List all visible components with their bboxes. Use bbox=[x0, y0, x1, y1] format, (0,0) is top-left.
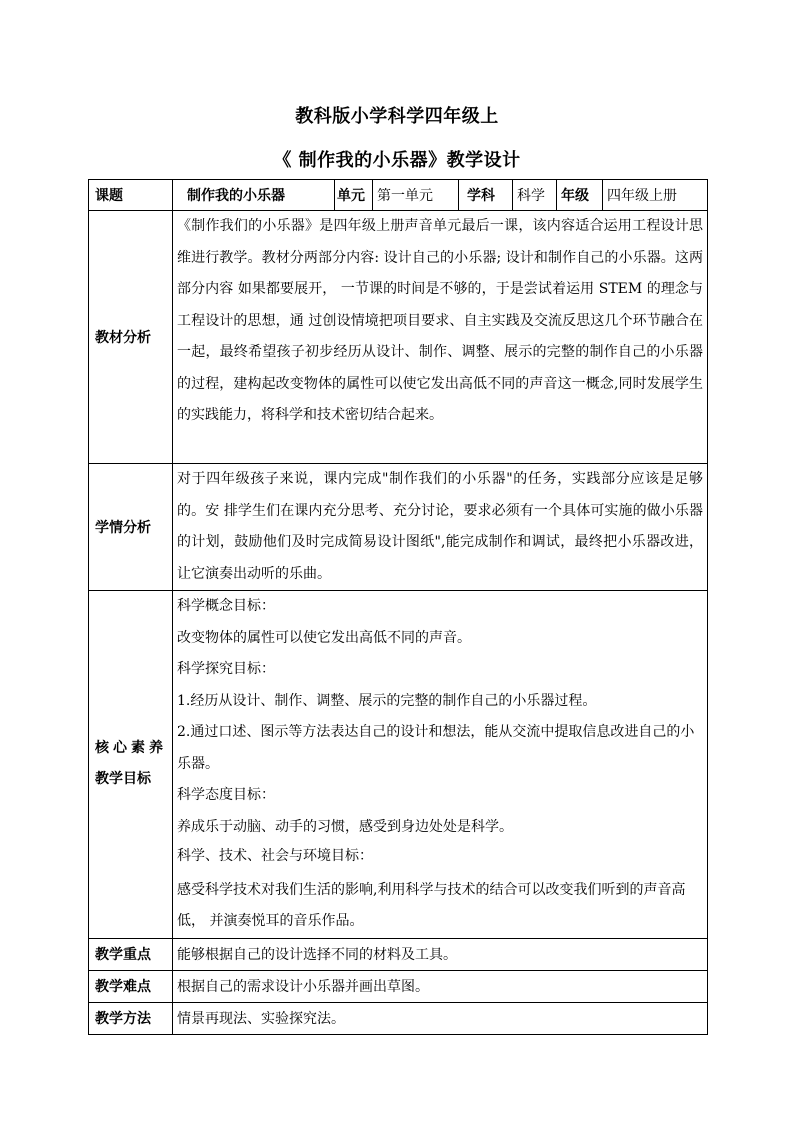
difficulty-label: 教学难点 bbox=[89, 970, 173, 1002]
attitude-goal-heading: 科学态度目标： bbox=[177, 787, 275, 803]
material-analysis-label: 教材分析 bbox=[89, 211, 173, 464]
inquiry-goal-item-2: 2.通过口述、图示等方法表达自己的设计和想法，能从交流中提取信息改进自己的小乐器。 bbox=[177, 724, 695, 772]
unit-label: 单元 bbox=[335, 180, 373, 211]
method-label: 教学方法 bbox=[89, 1002, 173, 1034]
core-goals-row bbox=[89, 591, 708, 939]
topic-label: 课题 bbox=[89, 180, 173, 211]
method-row bbox=[89, 1002, 708, 1034]
key-point-row bbox=[89, 938, 708, 970]
concept-goal-text: 改变物体的属性可以使它发出高低不同的声音。 bbox=[177, 629, 471, 646]
unit-value: 第一单元 bbox=[373, 180, 459, 211]
key-point-label: 教学重点 bbox=[89, 938, 173, 970]
subject-value: 科学 bbox=[513, 180, 557, 211]
student-analysis-text: 对于四年级孩子来说，课内完成"制作我们的小乐器"的任务，实践部分应该是足够的。安 排学生们在课内充分思考、充分讨论，要求必须有一个具体可实施的做小乐器的计划，鼓励他们及时完成简易设计图纸",能完成制作和调试，最终把小乐器改进，让它演奏出动听的乐曲。 bbox=[173, 464, 708, 591]
method-text: 情景再现法、实验探究法。 bbox=[173, 1002, 708, 1034]
lesson-plan-table bbox=[88, 179, 708, 1035]
attitude-goal-text: 养成乐于动脑、动手的习惯，感受到身边处处是科学。 bbox=[177, 818, 513, 835]
subject-label: 学科 bbox=[459, 180, 513, 211]
stse-goal-heading: 科学、技术、社会与环境目标： bbox=[177, 848, 373, 864]
grade-value: 四年级上册 bbox=[603, 180, 708, 211]
document-title: 教科版小学科学四年级上 bbox=[295, 106, 499, 127]
student-analysis-label: 学情分析 bbox=[89, 464, 173, 591]
difficulty-text: 根据自己的需求设计小乐器并画出草图。 bbox=[173, 970, 708, 1002]
core-goals-label-line1: 核心素养 bbox=[95, 740, 167, 757]
grade-label: 年级 bbox=[557, 180, 603, 211]
difficulty-row bbox=[89, 970, 708, 1002]
stse-goal-text: 感受科学技术对我们生活的影响,利用科学与技术的结合可以改变我们听到的声音高低， 并演奏悦耳的音乐作品。 bbox=[177, 881, 686, 929]
concept-goal-heading: 科学概念目标： bbox=[177, 598, 275, 614]
header-row bbox=[89, 180, 708, 211]
inquiry-goal-item-1: 1.经历从设计、制作、调整、展示的完整的制作自己的小乐器过程。 bbox=[177, 692, 597, 709]
material-analysis-text: 《制作我们的小乐器》是四年级上册声音单元最后一课，该内容适合运用工程设计思维进行教学。教材分两部分内容: 设计自己的小乐器; 设计和制作自己的小乐器。这两部分内容 如果都要展开， 一节课的时间是不够的，于是尝试着运用 STEM 的理念与工程设计的思想，通 过创设情境把项目要求、自主实践及交流反思这几个环节融合在一起，最终希望孩子初步经历从设计、制作、调整、展示的完整的制作自己的小乐器的过程，建构起改变物体的属性可以使它发出高低不同的声音这一概念,同时发展学生的实践能力，将科学和技术密切结合起来。 bbox=[173, 211, 708, 464]
core-goals-label bbox=[89, 591, 173, 939]
inquiry-goal-heading: 科学探究目标： bbox=[177, 661, 275, 677]
core-goals-label-line2: 教学目标 bbox=[95, 771, 151, 788]
core-goals-content bbox=[173, 591, 708, 939]
material-analysis-row bbox=[89, 211, 708, 464]
topic-value: 制作我的小乐器 bbox=[173, 180, 335, 211]
key-point-text: 能够根据自己的设计选择不同的材料及工具。 bbox=[173, 938, 708, 970]
student-analysis-row bbox=[89, 464, 708, 591]
document-subtitle: 《 制作我的小乐器》教学设计 bbox=[273, 150, 521, 171]
